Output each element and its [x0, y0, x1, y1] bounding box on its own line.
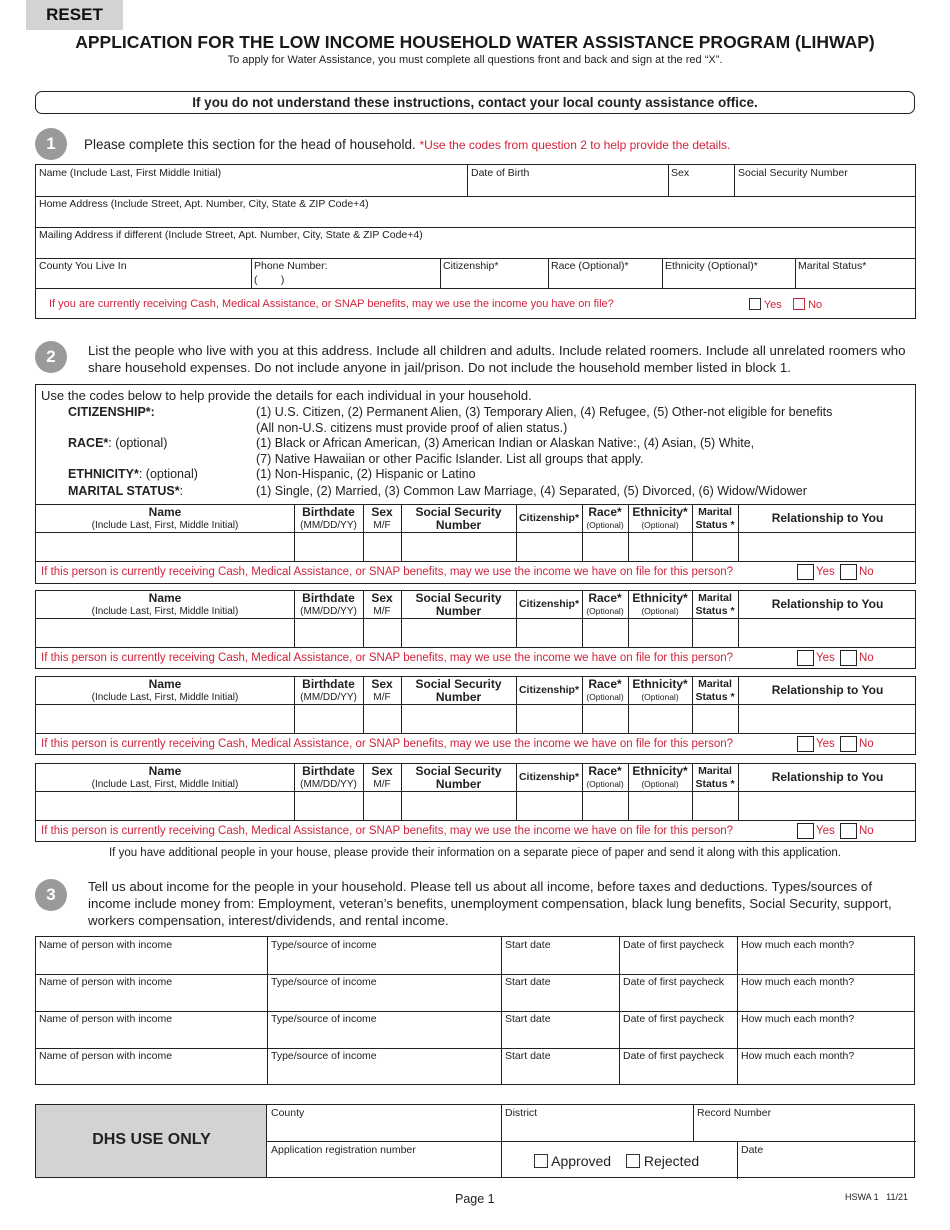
- member-marital-header: Marital Status *: [695, 506, 735, 531]
- member-sex-header: Sex M/F: [371, 505, 393, 531]
- member-income-question: If this person is currently receiving Cash, Medical Assistance, or SNAP benefits, may we use the income we have on file for this person?: [41, 652, 734, 664]
- rejected-label: Rejected: [643, 1153, 700, 1169]
- section-1-intro-text: Please complete this section for the head of household.: [84, 137, 416, 152]
- page-title: APPLICATION FOR THE LOW INCOME HOUSEHOLD WATER ASSISTANCE PROGRAM (LIHWAP): [75, 32, 875, 52]
- yes-checkbox[interactable]: [749, 298, 761, 310]
- member-no-label: No: [859, 825, 874, 837]
- member-birthdate-header: Birthdate (MM/DD/YY): [300, 591, 357, 617]
- approved-label: Approved: [551, 1153, 612, 1169]
- member-no-label: No: [859, 738, 874, 750]
- member-ssn-header: Social Security Number: [415, 764, 502, 791]
- member-citizenship-header: Citizenship*: [518, 598, 580, 610]
- dhs-date-field[interactable]: Date: [741, 1144, 764, 1156]
- no-label: No: [808, 299, 823, 311]
- income-type-field[interactable]: Type/source of income: [271, 1050, 377, 1062]
- ssn-field[interactable]: Social Security Number: [738, 167, 848, 179]
- section-2-number: 2: [35, 341, 67, 373]
- dhs-county-field[interactable]: County: [271, 1107, 305, 1119]
- section-1-number: 1: [35, 128, 67, 160]
- income-start-field[interactable]: Start date: [505, 976, 551, 988]
- income-table: [35, 936, 915, 1085]
- member-ethnicity-header: Ethnicity* (Optional): [632, 764, 688, 789]
- dhs-approved[interactable]: [534, 1153, 611, 1169]
- dhs-use-only-box: [35, 1104, 915, 1178]
- income-name-field[interactable]: Name of person with income: [39, 976, 173, 988]
- no-checkbox[interactable]: [793, 298, 805, 310]
- income-start-field[interactable]: Start date: [505, 1013, 551, 1025]
- dhs-record-field[interactable]: Record Number: [697, 1107, 772, 1119]
- member-no-checkbox[interactable]: [840, 736, 857, 752]
- name-field[interactable]: Name (Include Last, First Middle Initial): [39, 167, 222, 179]
- household-member-block: [35, 763, 916, 842]
- member-relationship-header: Relationship to You: [771, 683, 884, 697]
- income-name-field[interactable]: Name of person with income: [39, 939, 173, 951]
- mailing-address-field[interactable]: Mailing Address if different (Include Street, Apt. Number, City, State & ZIP Code+4): [39, 229, 423, 241]
- member-income-question: If this person is currently receiving Cash, Medical Assistance, or SNAP benefits, may we use the income we have on file for this person?: [41, 566, 734, 578]
- code-citizenship-label: CITIZENSHIP*:: [68, 405, 155, 419]
- member-income-question: If this person is currently receiving Cash, Medical Assistance, or SNAP benefits, may we use the income we have on file for this person?: [41, 825, 734, 837]
- member-birthdate-header: Birthdate (MM/DD/YY): [300, 505, 357, 531]
- section-2-intro: List the people who live with you at this address. Include all children and adults. Include related roomers. Include all unrelated roomers who share household expenses. Do not include anyone in jail/prison. Do not include the household member listed in block 1.: [88, 343, 906, 375]
- income-name-field[interactable]: Name of person with income: [39, 1013, 173, 1025]
- member-race-header: Race* (Optional): [586, 505, 624, 530]
- member-birthdate-header: Birthdate (MM/DD/YY): [300, 677, 357, 703]
- head-income-no[interactable]: [793, 298, 822, 311]
- member-ethnicity-header: Ethnicity* (Optional): [632, 677, 688, 702]
- code-ethnicity-label: ETHNICITY*: (optional): [68, 467, 198, 481]
- member-no-checkbox[interactable]: [840, 564, 857, 580]
- income-paycheck-field[interactable]: Date of first paycheck: [623, 976, 724, 988]
- income-month-field[interactable]: How much each month?: [741, 939, 855, 951]
- codes-intro: Use the codes below to help provide the details for each individual in your household.: [41, 388, 532, 403]
- member-sex-header: Sex M/F: [371, 764, 393, 790]
- member-yes-label: Yes: [816, 825, 835, 837]
- dhs-app-reg-field[interactable]: Application registration number: [271, 1144, 416, 1156]
- yes-label: Yes: [763, 299, 782, 311]
- member-ethnicity-header: Ethnicity* (Optional): [632, 591, 688, 616]
- ethnicity-field[interactable]: Ethnicity (Optional)*: [665, 260, 758, 272]
- dhs-district-field[interactable]: District: [505, 1107, 538, 1119]
- head-of-household-box: [35, 164, 916, 319]
- member-no-checkbox[interactable]: [840, 823, 857, 839]
- race-field[interactable]: Race (Optional)*: [551, 260, 629, 272]
- phone-field[interactable]: Phone Number:: [254, 260, 328, 272]
- member-yes-label: Yes: [816, 652, 835, 664]
- dob-field[interactable]: Date of Birth: [471, 167, 530, 179]
- reset-button[interactable]: RESET: [26, 0, 123, 30]
- approved-checkbox[interactable]: [534, 1154, 548, 1168]
- member-relationship-header: Relationship to You: [771, 597, 884, 611]
- section-3-number: 3: [35, 879, 67, 911]
- member-ssn-header: Social Security Number: [415, 677, 502, 704]
- income-type-field[interactable]: Type/source of income: [271, 939, 377, 951]
- dhs-title: DHS USE ONLY: [92, 1131, 211, 1148]
- income-type-field[interactable]: Type/source of income: [271, 976, 377, 988]
- member-citizenship-header: Citizenship*: [518, 771, 580, 783]
- code-marital-label: MARITAL STATUS*:: [68, 484, 184, 498]
- income-paycheck-field[interactable]: Date of first paycheck: [623, 1050, 724, 1062]
- member-yes-checkbox[interactable]: [797, 736, 814, 752]
- income-paycheck-field[interactable]: Date of first paycheck: [623, 939, 724, 951]
- member-citizenship-header: Citizenship*: [518, 512, 580, 524]
- code-citizenship-text: (1) U.S. Citizen, (2) Permanent Alien, (3) Temporary Alien, (4) Refugee, (5) Other-not eligible for benefits (All non-U.S. citizens must provide proof of alien status.): [256, 405, 833, 435]
- member-income-question: If this person is currently receiving Cash, Medical Assistance, or SNAP benefits, may we use the income we have on file for this person?: [41, 738, 734, 750]
- head-income-question: If you are currently receiving Cash, Medical Assistance, or SNAP benefits, may we use the income you have on file?: [49, 298, 614, 310]
- member-marital-header: Marital Status *: [695, 765, 735, 790]
- form-id: HSWA 1 11/21: [845, 1192, 909, 1202]
- income-month-field[interactable]: How much each month?: [741, 1013, 855, 1025]
- income-month-field[interactable]: How much each month?: [741, 976, 855, 988]
- member-sex-header: Sex M/F: [371, 591, 393, 617]
- home-address-field[interactable]: Home Address (Include Street, Apt. Number, City, State & ZIP Code+4): [39, 198, 369, 210]
- household-member-block: [35, 504, 916, 584]
- section-1-intro: [84, 137, 730, 152]
- phone-mask: ( ): [254, 274, 285, 286]
- rejected-checkbox[interactable]: [626, 1154, 640, 1168]
- code-race-label: RACE*: (optional): [68, 436, 168, 450]
- section-1-intro-note: *Use the codes from question 2 to help provide the details.: [419, 138, 731, 152]
- member-race-header: Race* (Optional): [586, 677, 624, 702]
- page-subtitle: To apply for Water Assistance, you must complete all questions front and back and sign at the red “X”.: [227, 54, 723, 66]
- section-3-intro: Tell us about income for the people in your household. Please tell us about all income, before taxes and deductions. Types/sources of income include money from: Employment, veteran’s benefits, unemployment compensation, black lung benefits, Social Security, support, workers compensation, interest/dividends, and rental income.: [88, 879, 892, 928]
- dhs-rejected[interactable]: [626, 1153, 699, 1169]
- member-name-header: Name (Include Last, First, Middle Initial): [91, 591, 239, 617]
- member-marital-header: Marital Status *: [695, 678, 735, 703]
- member-birthdate-header: Birthdate (MM/DD/YY): [300, 764, 357, 790]
- instructions-notice: If you do not understand these instructions, contact your local county assistance office.: [35, 91, 915, 114]
- marital-status-field[interactable]: Marital Status*: [798, 260, 867, 272]
- member-yes-label: Yes: [816, 738, 835, 750]
- sex-field[interactable]: Sex: [671, 167, 690, 179]
- member-marital-header: Marital Status *: [695, 592, 735, 617]
- page-number: Page 1: [455, 1192, 495, 1206]
- income-start-field[interactable]: Start date: [505, 1050, 551, 1062]
- member-no-label: No: [859, 566, 874, 578]
- citizenship-field[interactable]: Citizenship*: [443, 260, 499, 272]
- member-sex-header: Sex M/F: [371, 677, 393, 703]
- member-relationship-header: Relationship to You: [771, 770, 884, 784]
- member-yes-checkbox[interactable]: [797, 564, 814, 580]
- member-name-header: Name (Include Last, First, Middle Initial): [91, 677, 239, 703]
- income-type-field[interactable]: Type/source of income: [271, 1013, 377, 1025]
- head-income-yes[interactable]: [749, 298, 782, 311]
- member-no-label: No: [859, 652, 874, 664]
- member-ssn-header: Social Security Number: [415, 505, 502, 532]
- member-ssn-header: Social Security Number: [415, 591, 502, 618]
- code-ethnicity-text: (1) Non-Hispanic, (2) Hispanic or Latino: [256, 467, 476, 481]
- income-paycheck-field[interactable]: Date of first paycheck: [623, 1013, 724, 1025]
- code-race-text: (1) Black or African American, (3) American Indian or Alaskan Native:, (4) Asian, (5) White, (7) Native Hawaiian or other Pacific Islander. List all groups that apply.: [256, 436, 755, 466]
- member-relationship-header: Relationship to You: [771, 511, 884, 525]
- member-yes-checkbox[interactable]: [797, 650, 814, 666]
- county-field[interactable]: County You Live In: [39, 260, 127, 272]
- member-ethnicity-header: Ethnicity* (Optional): [632, 505, 688, 530]
- member-race-header: Race* (Optional): [586, 764, 624, 789]
- member-citizenship-header: Citizenship*: [518, 684, 580, 696]
- income-month-field[interactable]: How much each month?: [741, 1050, 855, 1062]
- household-member-block: [35, 676, 916, 755]
- code-marital-text: (1) Single, (2) Married, (3) Common Law Marriage, (4) Separated, (5) Divorced, (6) Widow/Widower: [256, 484, 807, 498]
- member-name-header: Name (Include Last, First, Middle Initial): [91, 764, 239, 790]
- member-race-header: Race* (Optional): [586, 591, 624, 616]
- income-name-field[interactable]: Name of person with income: [39, 1050, 173, 1062]
- member-no-checkbox[interactable]: [840, 650, 857, 666]
- additional-people-note: If you have additional people in your house, please provide their information on a separate piece of paper and send it along with this application.: [108, 847, 841, 859]
- member-name-header: Name (Include Last, First, Middle Initial): [91, 505, 239, 531]
- member-yes-label: Yes: [816, 566, 835, 578]
- member-yes-checkbox[interactable]: [797, 823, 814, 839]
- household-member-block: [35, 590, 916, 669]
- income-start-field[interactable]: Start date: [505, 939, 551, 951]
